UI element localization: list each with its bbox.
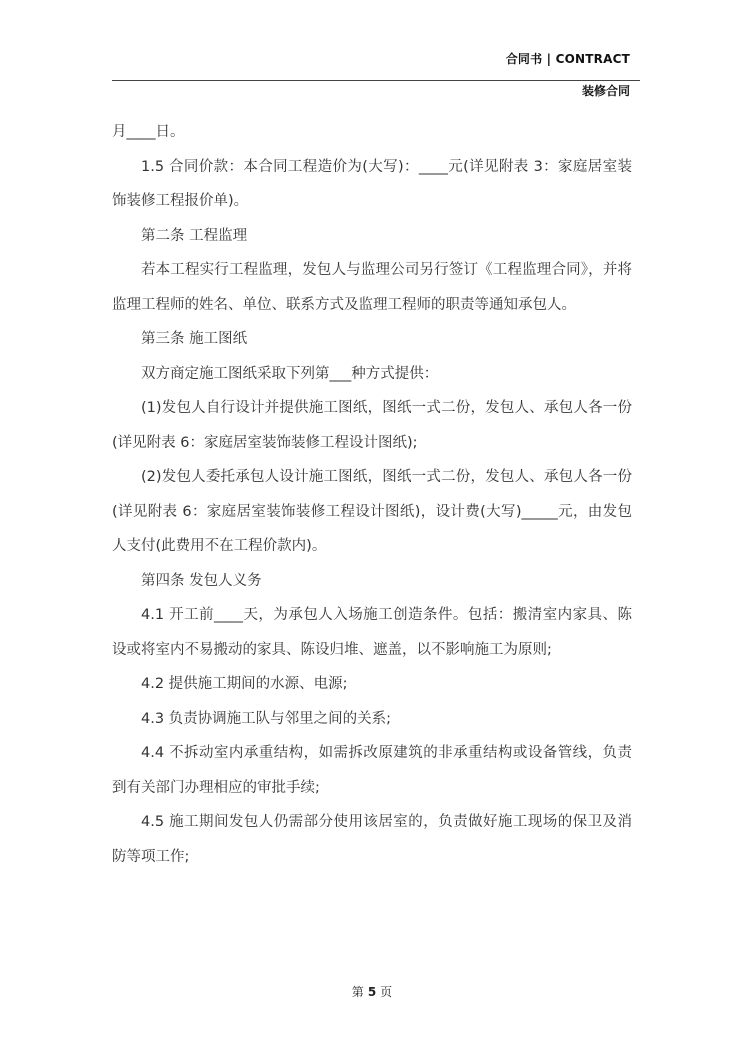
- paragraph: (1)发包人自行设计并提供施工图纸，图纸一式二份，发包人、承包人各一份(详见附表 6：家庭居室装饰装修工程设计图纸);: [112, 400, 632, 451]
- paragraph: 1.5 合同价款：本合同工程造价为(大写)：____元(详见附表 3：家庭居室装饰装修工程报价单)。: [112, 158, 632, 209]
- paragraph: 4.3 负责协调施工队与邻里之间的关系;: [141, 710, 392, 727]
- paragraph: 双方商定施工图纸采取下列第___种方式提供：: [141, 365, 439, 382]
- page-number: 5: [367, 985, 377, 999]
- page-label-prefix: 第: [351, 985, 364, 999]
- paragraph: 4.4 不拆动室内承重结构，如需拆改原建筑的非承重结构或设备管线，负责到有关部门办理相应的审批手续;: [112, 745, 632, 796]
- header-subtitle: 装修合同: [581, 84, 630, 98]
- paragraph: 4.2 提供施工期间的水源、电源;: [141, 676, 348, 692]
- page-label-suffix: 页: [380, 985, 393, 999]
- section-heading: 第二条 工程监理: [141, 227, 248, 244]
- header-title: 合同书 | CONTRACT: [505, 52, 630, 66]
- section-heading: 第三条 施工图纸: [141, 331, 248, 347]
- paragraph: 月____日。: [112, 124, 185, 140]
- paragraph: 若本工程实行工程监理，发包人与监理公司另行签订《工程监理合同》，并将监理工程师的姓名、单位、联系方式及监理工程师的职责等通知承包人。: [112, 262, 632, 313]
- paragraph: (2)发包人委托承包人设计施工图纸，图纸一式二份，发包人、承包人各一份(详见附表 6：家庭居室装饰装修工程设计图纸)，设计费(大写)_____元，由发包人支付(此费用不在工程价款内)。: [112, 469, 632, 554]
- section-heading: 第四条 发包人义务: [141, 572, 262, 589]
- paragraph: 4.1 开工前____天，为承包人入场施工创造条件。包括：搬清室内家具、陈设或将室内不易搬动的家具、陈设归堆、遮盖，以不影响施工为原则;: [112, 607, 632, 658]
- paragraph: 4.5 施工期间发包人仍需部分使用该居室的，负责做好施工现场的保卫及消防等项工作;: [112, 814, 632, 865]
- page-footer: [0, 983, 744, 1000]
- header-divider: [112, 80, 640, 81]
- document-body: [112, 115, 632, 874]
